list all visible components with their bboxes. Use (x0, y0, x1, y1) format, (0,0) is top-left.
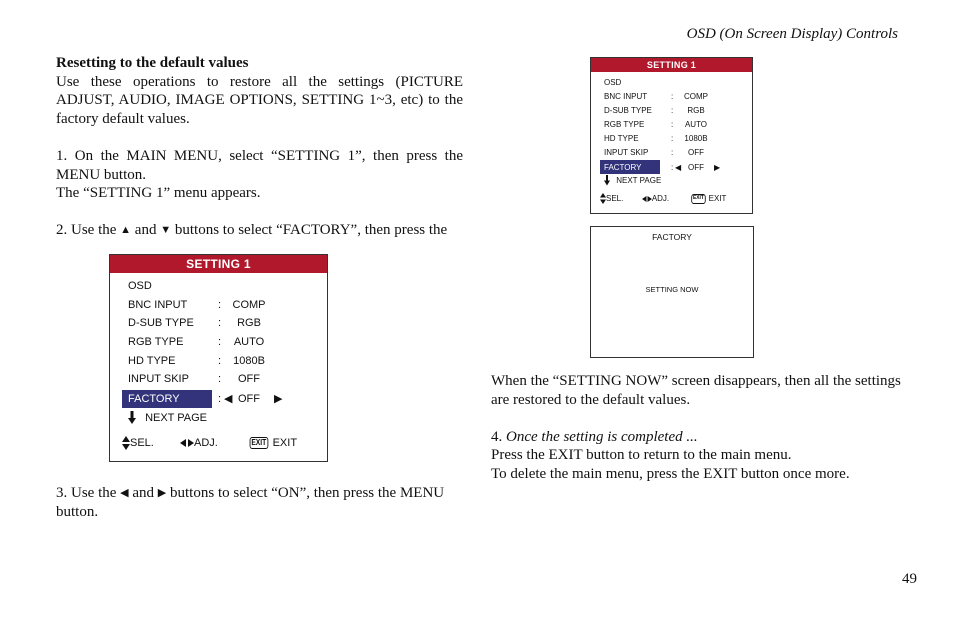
triangle-right-icon: ▶ (157, 487, 167, 499)
triangle-right-icon: ▶ (714, 163, 721, 172)
down-arrow-icon (604, 175, 610, 186)
step-4-line-1: Press the EXIT button to return to the main menu. (491, 447, 792, 464)
osd-footer (600, 193, 726, 205)
triangle-up-icon: ▲ (120, 224, 132, 237)
left-right-arrows-icon (180, 439, 194, 447)
row-value: RGB (237, 317, 261, 329)
row-value: COMP (232, 299, 266, 311)
triangle-down-icon: ▼ (160, 224, 172, 237)
row-label: FACTORY (604, 163, 642, 172)
step-3-and: and (128, 485, 158, 501)
sel-label: SEL. (606, 194, 624, 203)
row-value: AUTO (233, 336, 265, 348)
step-2-suffix: buttons to select “FACTORY”, then press the (171, 222, 448, 239)
osd-row-dsub-type (128, 316, 318, 330)
osd-label-text: OSD (128, 280, 152, 292)
next-page-label: NEXT PAGE (616, 176, 662, 185)
intro-paragraph: Use these operations to restore all the settings (PICTURE ADJUST, AUDIO, IMAGE OPTIONS, SETTING 1~3, etc) to the factory default values. (56, 73, 463, 127)
osd-title: SETTING 1 (591, 58, 752, 72)
osd-label-text: OSD (604, 78, 622, 87)
row-label: BNC INPUT (128, 299, 188, 311)
step-4-line-2: To delete the main menu, press the EXIT button once more. (491, 465, 850, 482)
row-sep: : (218, 373, 222, 385)
left-column (56, 54, 463, 240)
left-right-arrows-icon (642, 196, 652, 202)
row-sep: : (671, 92, 674, 101)
row-label: BNC INPUT (604, 92, 648, 101)
row-sep: : (671, 120, 674, 129)
row-sep: : (671, 163, 674, 172)
row-value: OFF (238, 373, 260, 385)
osd-row-dsub-type (604, 105, 744, 116)
osd-row-hd-type (604, 133, 744, 144)
row-sep: : (671, 134, 674, 143)
row-label: RGB TYPE (604, 120, 645, 129)
exit-button-icon: EXIT (251, 438, 267, 448)
step-3-prefix: 3. Use the (56, 485, 121, 501)
step-1-result: The “SETTING 1” menu appears. (56, 185, 261, 202)
osd-setting1-panel-large (109, 254, 328, 462)
row-label: HD TYPE (128, 355, 176, 367)
row-label: D-SUB TYPE (604, 106, 652, 115)
factory-title: FACTORY (652, 232, 692, 242)
row-label: INPUT SKIP (128, 373, 189, 385)
osd-row-rgb-type (128, 335, 318, 349)
next-page-row (128, 410, 207, 426)
row-label: HD TYPE (604, 134, 639, 143)
step-2-and: and (131, 222, 161, 239)
row-value: OFF (238, 393, 260, 405)
row-sep: : (671, 106, 674, 115)
osd-row-bnc-input (604, 91, 744, 102)
row-label: INPUT SKIP (604, 148, 649, 157)
row-label: FACTORY (128, 393, 180, 405)
row-label: D-SUB TYPE (128, 317, 194, 329)
osd-footer (122, 435, 297, 451)
next-page-row (604, 175, 661, 187)
row-value: 1080B (684, 134, 708, 143)
osd-label (128, 279, 318, 293)
setting-now-status: SETTING NOW (645, 285, 699, 294)
exit-button-icon: EXIT (691, 194, 705, 204)
osd-row-factory (604, 162, 744, 173)
result-paragraph: When the “SETTING NOW” screen disappears, then all the settings are restored to the default values. (491, 373, 901, 408)
osd-row-input-skip (128, 372, 318, 386)
osd-label (604, 77, 744, 88)
osd-row-rgb-type (604, 119, 744, 130)
header-title: OSD (On Screen Display) Controls (686, 26, 898, 42)
step-3-suffix: buttons to select “ON”, then press the MENU button. (56, 485, 445, 520)
row-sep: : (218, 393, 222, 405)
step-4-heading (491, 428, 911, 447)
osd-title: SETTING 1 (110, 255, 327, 273)
down-arrow-icon (128, 411, 136, 425)
osd-row-factory (128, 392, 318, 406)
triangle-left-icon: ◀ (224, 393, 233, 405)
next-page-label: NEXT PAGE (145, 412, 208, 424)
row-sep: : (218, 299, 222, 311)
adj-label: ADJ. (193, 437, 218, 449)
up-down-arrows-icon (122, 436, 130, 450)
row-value: COMP (684, 92, 708, 101)
row-sep: : (218, 336, 222, 348)
row-value: OFF (688, 148, 704, 157)
exit-label: EXIT (708, 194, 727, 203)
step-1-text: 1. On the MAIN MENU, select “SETTING 1”, then press the MENU button. (56, 147, 463, 183)
row-value: AUTO (684, 120, 708, 129)
step-4-label: 4. (491, 428, 506, 445)
row-label: RGB TYPE (128, 336, 184, 348)
triangle-left-icon: ◀ (120, 487, 129, 499)
step-2-text (56, 221, 463, 240)
step-3-block (56, 484, 463, 521)
adj-label: ADJ. (651, 194, 670, 203)
row-value: OFF (688, 163, 704, 172)
step-3-text (56, 484, 463, 521)
osd-row-bnc-input (128, 298, 318, 312)
triangle-right-icon: ▶ (274, 393, 283, 405)
sel-label: SEL. (130, 437, 154, 449)
row-value: RGB (687, 106, 705, 115)
osd-row-input-skip (604, 147, 744, 158)
triangle-left-icon: ◀ (675, 163, 682, 172)
row-sep: : (218, 355, 222, 367)
step-4-title: Once the setting is completed ... (506, 428, 698, 445)
exit-label: EXIT (272, 437, 298, 449)
page-number: 49 (902, 571, 917, 587)
factory-setting-now-panel (590, 226, 754, 358)
osd-row-hd-type (128, 354, 318, 368)
section-title: Resetting to the default values (56, 55, 249, 71)
right-column (491, 372, 911, 484)
step-2-prefix: 2. Use the (56, 222, 121, 239)
row-value: 1080B (233, 355, 265, 367)
row-sep: : (671, 148, 674, 157)
osd-setting1-panel-small (590, 57, 753, 214)
row-sep: : (218, 317, 222, 329)
